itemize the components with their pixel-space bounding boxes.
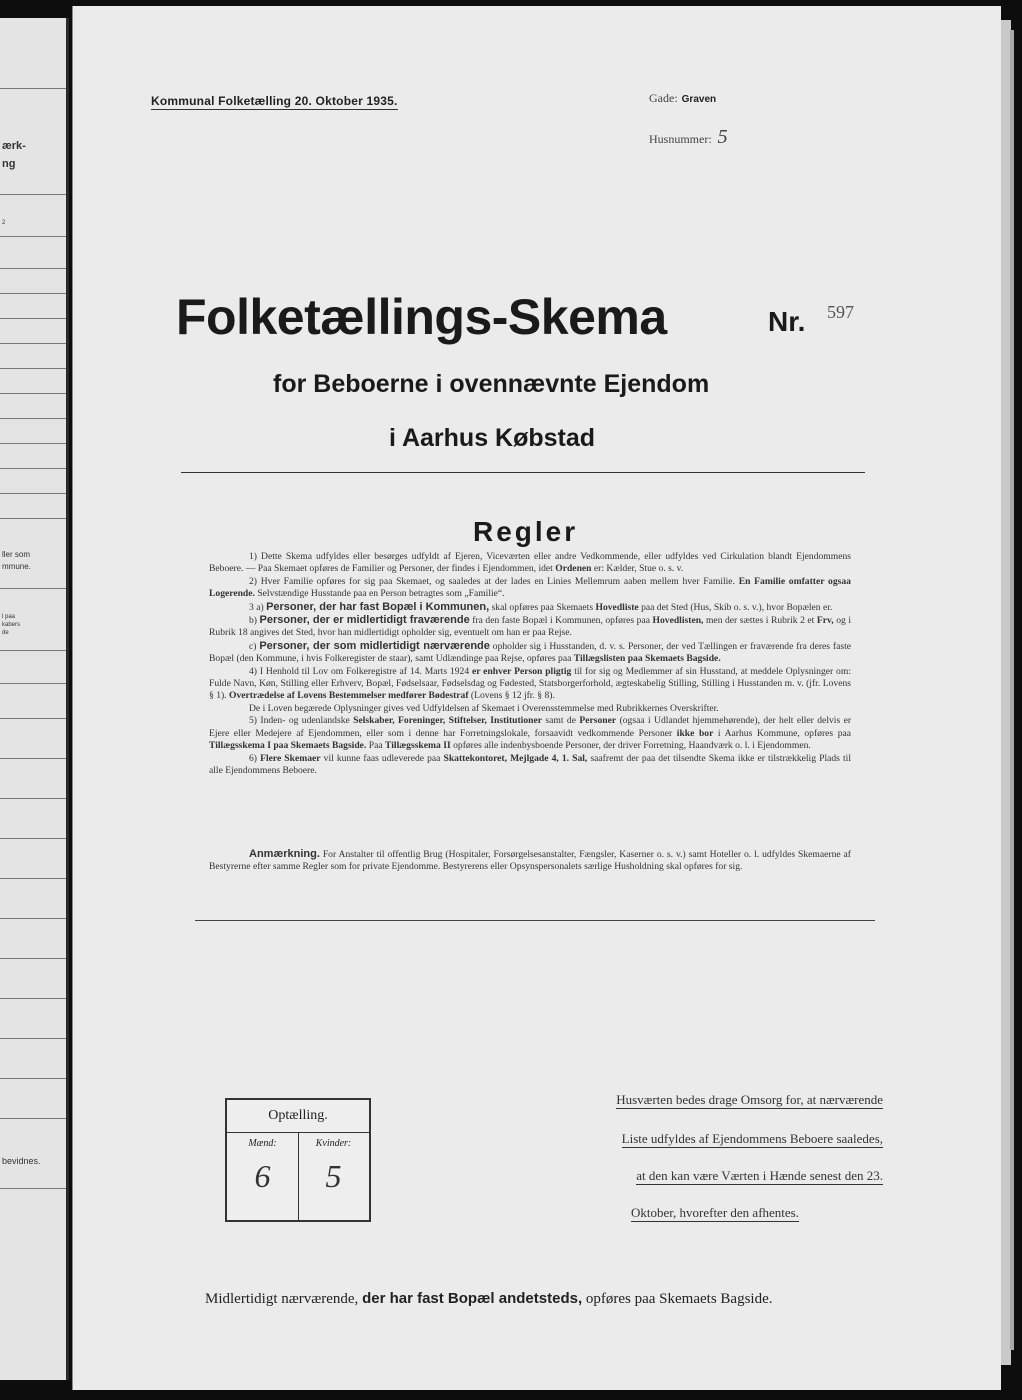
divider <box>0 683 66 684</box>
divider <box>0 758 66 759</box>
census-form-page <box>72 6 1001 1390</box>
divider <box>0 88 66 89</box>
divider <box>0 878 66 879</box>
page-edge <box>1010 30 1014 1350</box>
instruction-line: at den kan være Værten i Hænde senest den 23. <box>636 1168 883 1183</box>
divider <box>0 443 66 444</box>
divider <box>0 1038 66 1039</box>
rule-4: 4) I Henhold til Lov om Folkeregistre af 14. Marts 1924 er enhver Person pligtig til for sig og Medlemmer af sin Husstand, at meddele Oplysninger om: Fulde Navn, Køn, Stilling eller Erhverv, Bopæl, Fødselsaar, Fødselsdag og Fødested, Statsborgerforhold, ægteskabelig Stilling, Stilling i Husstanden m. v. (jfr. Lovens § 1). Overtrædelse af Lovens Bestemmelser medfører Bødestraf (Lovens § 12 jfr. § 8). <box>209 665 851 702</box>
fragment-text: kabers <box>2 622 21 628</box>
left-page-fragment <box>0 18 69 1380</box>
divider <box>0 368 66 369</box>
census-header: Kommunal Folketælling 20. Oktober 1935. <box>151 94 398 108</box>
rule-3c: c) Personer, der som midlertidigt nærværende opholder sig i Husstanden, d. v. s. Personer, der ved Tællingen er fraværende fra deres faste Bopæl (den Kommune, i hvis Folkeregister de staar), samt Udlændinge paa Rejse, opføres paa Tillægslisten paa Skemaets Bagside. <box>209 639 851 665</box>
divider <box>0 418 66 419</box>
women-count: 5 <box>325 1158 342 1194</box>
remark-text: For Anstalter til offentlig Brug (Hospitaler, Forsørgelsesanstalter, Fængsler, Kaserner o. s. v.) samt Hoteller o. l. udfyldes Skemaerne af Bestyrerne efter samme Regler som for private Ejendomme. Bestyrerens eller Opsynspersonalets særlige Husholdning skal opføres for sig. <box>209 849 851 873</box>
page-title: Folketællings-Skema <box>176 289 667 345</box>
footer-note: Midlertidigt nærværende, der har fast Bopæl andetsteds, opføres paa Skemaets Bagside. <box>205 1290 773 1307</box>
divider <box>0 958 66 959</box>
fragment-text: ærk- <box>2 140 26 152</box>
divider <box>195 920 875 921</box>
number-label: Nr. <box>768 306 806 337</box>
fragment-text: l paa <box>2 614 16 620</box>
divider <box>0 838 66 839</box>
divider <box>0 493 66 494</box>
subtitle: for Beboerne i ovennævnte Ejendom <box>273 370 710 398</box>
rule-1: 1) Dette Skema udfyldes eller besørges udfyldt af Ejeren, Viceværten eller andre Vedkommende, eller udfyldes ved Cirkulation blandt Ejendommens Beboere. — Paa Skemaet opføres de Familier og Personer, der findes i Ejendommen, idet Ordenen er: Kælder, Stue o. s. v. <box>209 551 851 575</box>
divider <box>0 798 66 799</box>
count-heading: Optælling. <box>227 1100 369 1133</box>
men-count: 6 <box>254 1158 271 1194</box>
rule-4-note: De i Loven begærede Oplysninger gives ved Udfyldelsen af Skemaet i Overensstemmelse med Rubrikkernes Overskrifter. <box>249 702 719 714</box>
street-value: Graven <box>681 94 717 105</box>
house-number-label: Husnummer: <box>649 132 712 146</box>
remark <box>209 848 851 874</box>
divider <box>0 918 66 919</box>
instruction-line: Liste udfyldes af Ejendommens Beboere saaledes, <box>621 1131 883 1146</box>
divider <box>0 318 66 319</box>
divider <box>0 468 66 469</box>
rule-5: 5) Inden- og udenlandske Selskaber, Foreninger, Stiftelser, Institutioner samt de Personer (ogsaa i Udlandet hjemmehørende), der helt eller delvis er Ejere eller Medejere af Ejendommen, eller som i denne har Forretningslokale, forsaavidt vedkommende Personer ikke bor i Aarhus Kommune, opføres paa Tillægsskema I paa Skemaets Bagside. Paa Tillægsskema II opføres alle indenbysboende Personer, der driver Forretning, Haandværk o. l. i Ejendommen. <box>209 715 852 752</box>
divider <box>181 472 865 473</box>
instruction-line: Oktober, hvorefter den afhentes. <box>630 1205 799 1220</box>
divider <box>0 1188 66 1189</box>
fragment-text: de <box>2 630 9 636</box>
divider <box>0 518 66 519</box>
fragment-text: bevidnes. <box>2 1156 41 1166</box>
remark-lead: Anmærkning. <box>249 848 320 860</box>
divider <box>0 194 66 195</box>
house-number-value: 5 <box>717 126 728 148</box>
rules-text <box>209 551 851 777</box>
women-label: Kvinder: <box>315 1138 352 1149</box>
rules-heading: Regler <box>473 516 579 547</box>
divider <box>0 293 66 294</box>
fragment-text: 2 <box>2 220 6 226</box>
house-number-field <box>649 126 728 149</box>
divider <box>0 393 66 394</box>
divider <box>0 1118 66 1119</box>
divider <box>0 236 66 237</box>
fragment-text: mmune. <box>2 562 31 571</box>
divider <box>0 268 66 269</box>
street-label: Gade: <box>649 91 678 105</box>
divider <box>0 998 66 999</box>
rule-3a: 3 a) Personer, der har fast Bopæl i Kommunen, skal opføres paa Skemaets Hovedliste paa det Sted (Hus, Skib o. s. v.), hvor Bopælen er. <box>249 600 833 613</box>
divider <box>0 718 66 719</box>
instruction-line: Husværten bedes drage Omsorg for, at nærværende <box>616 1092 883 1107</box>
count-box <box>225 1098 371 1222</box>
divider <box>0 650 66 651</box>
divider <box>0 343 66 344</box>
rule-6: 6) Flere Skemaer vil kunne faas udleverede paa Skattekontoret, Mejlgade 4, 1. Sal, saafremt der paa det tilsendte Skema ikke er tilstrækkelig Plads til alle Ejendommens Beboere. <box>209 752 851 776</box>
men-label: Mænd: <box>248 1138 277 1149</box>
fragment-text: ller som <box>2 550 31 559</box>
fragment-text: ng <box>2 158 16 170</box>
street-field <box>649 91 716 106</box>
form-number: 597 <box>827 302 854 322</box>
divider <box>0 588 66 589</box>
rule-2: 2) Hver Familie opføres for sig paa Skemaet, og saaledes at der lades en Linies Mellemrum aaben mellem hver Familie. En Familie omfatter ogsaa Logerende. Selvstændige Husstande paa en Person betragtes som „Familie“. <box>209 575 851 600</box>
divider <box>0 1078 66 1079</box>
rule-3b: b) Personer, der er midlertidigt fraværende fra den faste Bopæl i Kommunen, opføres paa Hovedlisten, men der sættes i Rubrik 2 et Frv, og i Rubrik 18 angives det Sted, hvor han midlertidigt opholder sig, eventuelt om han er paa Rejse. <box>209 614 851 639</box>
subtitle-city: i Aarhus Købstad <box>389 424 596 452</box>
